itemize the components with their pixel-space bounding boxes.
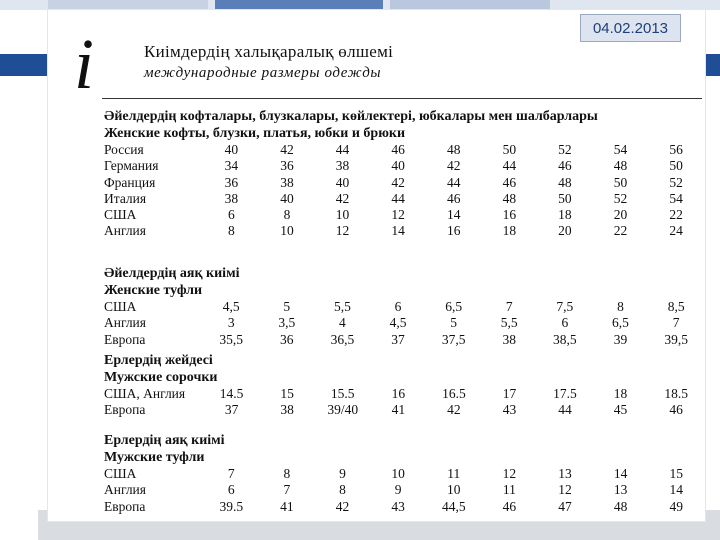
size-cell: 13: [558, 466, 572, 481]
size-cell: 42: [447, 402, 461, 418]
country-cell: Англия: [104, 223, 146, 239]
size-cell: 5: [283, 299, 291, 314]
size-cell: 5,5: [333, 299, 351, 314]
size-cell: 50: [669, 158, 683, 174]
size-cell: 14: [669, 482, 683, 498]
size-cell: 14: [446, 207, 461, 223]
table-row: [104, 402, 704, 418]
size-cell: 18: [613, 386, 628, 401]
size-cell: 42: [335, 498, 350, 514]
size-cell: 44: [446, 174, 461, 190]
size-cell: 17: [502, 386, 517, 401]
size-cell: 44,5: [441, 498, 466, 514]
size-section: [104, 352, 704, 419]
size-cell: 40: [280, 190, 294, 206]
size-cell: 40: [224, 142, 239, 157]
size-cell: 42: [446, 158, 461, 174]
section-heading-ru: Мужские сорочки: [104, 370, 218, 385]
size-cell: 7: [505, 299, 513, 314]
country-cell: США: [104, 299, 137, 314]
table-row: [104, 315, 704, 331]
size-cell: 4,5: [389, 315, 407, 331]
size-section: [104, 265, 704, 348]
size-cell: 46: [502, 174, 517, 190]
section-heading-kz: Әйелдердің аяқ киімі: [104, 266, 240, 281]
country-cell: Германия: [104, 158, 159, 174]
size-cell: 13: [613, 482, 628, 498]
section-heading-kz: Әйелдердің кофталары, блузкалары, көйлектері, юбкалары мен шалбарлары: [104, 109, 598, 124]
size-cell: 6: [227, 207, 235, 223]
section-heading-kz: Ерлердің аяқ киімі: [104, 433, 225, 448]
size-cell: 38: [224, 190, 239, 206]
size-cell: 14: [613, 466, 628, 481]
country-cell: Франция: [104, 174, 156, 190]
table-row: [104, 223, 704, 239]
size-cell: 14.5: [219, 386, 244, 401]
table-row: [104, 386, 704, 402]
size-cell: 9: [339, 466, 346, 481]
size-cell: 36,5: [330, 331, 355, 347]
country-cell: Европа: [104, 498, 146, 514]
size-cell: 16: [502, 207, 517, 223]
size-cell: 46: [669, 402, 683, 418]
country-cell: США, Англия: [104, 386, 186, 401]
section-heading-ru: Женские кофты, блузки, платья, юбки и брюки: [104, 126, 406, 141]
size-cell: 39: [613, 331, 628, 347]
size-cell: 54: [613, 142, 628, 157]
size-cell: 6: [394, 299, 402, 314]
country-cell: Европа: [104, 331, 146, 347]
size-cell: 48: [613, 498, 628, 514]
size-cell: 39/40: [327, 402, 359, 418]
country-cell: США: [104, 207, 137, 223]
size-table: [104, 142, 704, 240]
size-cell: 40: [335, 174, 350, 190]
size-cell: 8: [339, 482, 346, 498]
size-cell: 48: [502, 190, 517, 206]
table-row: [104, 332, 704, 348]
size-cell: 44: [391, 190, 405, 206]
table-row: [104, 158, 704, 174]
size-cell: 44: [335, 142, 350, 157]
size-cell: 38: [280, 402, 294, 418]
country-cell: Англия: [104, 315, 146, 331]
section-heading-ru: Мужские туфли: [104, 450, 205, 465]
size-cell: 20: [613, 207, 628, 223]
size-cell: 44: [502, 158, 517, 174]
size-cell: 46: [446, 190, 461, 206]
size-cell: 22: [613, 223, 628, 239]
size-cell: 50: [502, 142, 517, 157]
size-cell: 22: [669, 207, 683, 223]
size-cell: 37,5: [441, 331, 466, 347]
country-cell: Европа: [104, 402, 146, 418]
size-cell: 43: [502, 402, 517, 418]
size-cell: 16: [446, 223, 461, 239]
size-cell: 42: [391, 174, 405, 190]
size-cell: 8: [617, 299, 624, 314]
size-cell: 12: [391, 207, 405, 223]
size-cell: 37: [391, 331, 405, 347]
table-row: [104, 499, 704, 515]
size-cell: 52: [669, 174, 683, 190]
size-cell: 6,5: [612, 315, 629, 331]
size-cell: 50: [613, 174, 628, 190]
size-cell: 18.5: [664, 386, 688, 401]
size-cell: 36: [280, 331, 294, 347]
size-cell: 20: [558, 223, 572, 239]
size-table: [104, 386, 704, 419]
size-cell: 10: [447, 482, 461, 498]
slide-accent-bar: [0, 54, 48, 76]
size-cell: 38: [502, 331, 516, 347]
size-cell: 9: [394, 482, 402, 498]
size-cell: 7: [283, 482, 291, 498]
size-cell: 10: [335, 207, 350, 223]
size-cell: 52: [613, 190, 628, 206]
table-row: [104, 482, 704, 498]
size-section: [104, 108, 704, 240]
size-cell: 56: [669, 142, 683, 157]
size-cell: 54: [669, 190, 683, 206]
size-cell: 46: [502, 498, 517, 514]
size-cell: 16.5: [442, 386, 466, 401]
size-cell: 48: [613, 158, 628, 174]
page-title-kz: Киімдердің халықаралық өлшемі: [144, 42, 394, 61]
size-cell: 38: [280, 174, 294, 190]
size-cell: 5: [450, 315, 457, 331]
table-row: [104, 207, 704, 223]
size-cell: 43: [391, 498, 405, 514]
size-cell: 12: [502, 466, 517, 481]
size-cell: 11: [447, 466, 461, 481]
size-cell: 7: [672, 315, 680, 331]
size-cell: 36: [280, 158, 294, 174]
size-cell: 7: [227, 466, 235, 481]
country-cell: Италия: [104, 190, 147, 206]
size-cell: 6,5: [445, 299, 463, 314]
size-cell: 8: [283, 207, 291, 223]
size-table: [104, 299, 704, 348]
size-cell: 42: [335, 190, 350, 206]
size-cell: 3: [227, 315, 235, 331]
size-cell: 11: [502, 482, 516, 498]
size-cell: 8: [283, 466, 291, 481]
size-cell: 5,5: [500, 315, 518, 331]
size-cell: 46: [558, 158, 572, 174]
size-cell: 18: [558, 207, 572, 223]
size-cell: 41: [391, 402, 406, 418]
size-cell: 36: [224, 174, 239, 190]
size-cell: 37: [224, 402, 239, 418]
size-cell: 40: [391, 158, 405, 174]
size-table: [104, 466, 704, 515]
size-cell: 7,5: [556, 299, 574, 314]
size-cell: 34: [224, 158, 239, 174]
size-cell: 38: [335, 158, 350, 174]
size-cell: 38,5: [553, 331, 577, 347]
size-cell: 3,5: [278, 315, 296, 331]
size-cell: 10: [391, 466, 405, 481]
table-row: [104, 142, 704, 158]
table-row: [104, 299, 704, 315]
slide-accent-bar: [705, 54, 720, 76]
size-cell: 15: [280, 386, 294, 401]
size-cell: 47: [558, 498, 572, 514]
size-cell: 15: [669, 466, 683, 481]
size-cell: 42: [280, 142, 294, 157]
size-cell: 39,5: [664, 331, 688, 347]
size-cell: 8: [227, 223, 235, 239]
size-cell: 48: [446, 142, 461, 157]
country-cell: Англия: [104, 482, 146, 498]
size-cell: 50: [558, 190, 572, 206]
page-title-ru: международные размеры одежды: [144, 65, 382, 81]
size-section: [104, 432, 704, 515]
table-row: [104, 191, 704, 207]
size-cell: 15.5: [330, 386, 355, 401]
date-badge: 04.02.2013: [580, 14, 681, 42]
size-cell: 12: [558, 482, 572, 498]
size-cell: 8,5: [667, 299, 685, 314]
size-cell: 18: [502, 223, 517, 239]
size-cell: 49: [669, 498, 683, 514]
table-row: [104, 175, 704, 191]
size-cell: 4,5: [222, 299, 240, 314]
section-heading-ru: Женские туфли: [104, 283, 203, 298]
size-cell: 41: [280, 498, 294, 514]
size-cell: 6: [227, 482, 235, 498]
size-cell: 39.5: [219, 498, 244, 514]
info-i-icon: i: [74, 24, 95, 104]
title-divider: [102, 98, 702, 99]
size-cell: 10: [280, 223, 294, 239]
size-cell: 16: [391, 386, 406, 401]
size-cell: 6: [561, 315, 569, 331]
table-row: [104, 466, 704, 482]
size-cell: 52: [558, 142, 572, 157]
country-cell: США: [104, 466, 137, 481]
size-cell: 44: [558, 402, 572, 418]
size-cell: 48: [558, 174, 572, 190]
size-cell: 14: [391, 223, 405, 239]
size-cell: 17.5: [553, 386, 577, 401]
size-chart-page: [48, 10, 705, 521]
size-cell: 45: [613, 402, 628, 418]
size-cell: 46: [391, 142, 405, 157]
size-cell: 12: [335, 223, 350, 239]
country-cell: Россия: [104, 142, 144, 157]
size-cell: 35,5: [219, 331, 243, 347]
size-cell: 24: [669, 223, 683, 239]
size-cell: 4: [339, 315, 346, 331]
section-heading-kz: Ерлердің жейдесі: [104, 353, 213, 368]
